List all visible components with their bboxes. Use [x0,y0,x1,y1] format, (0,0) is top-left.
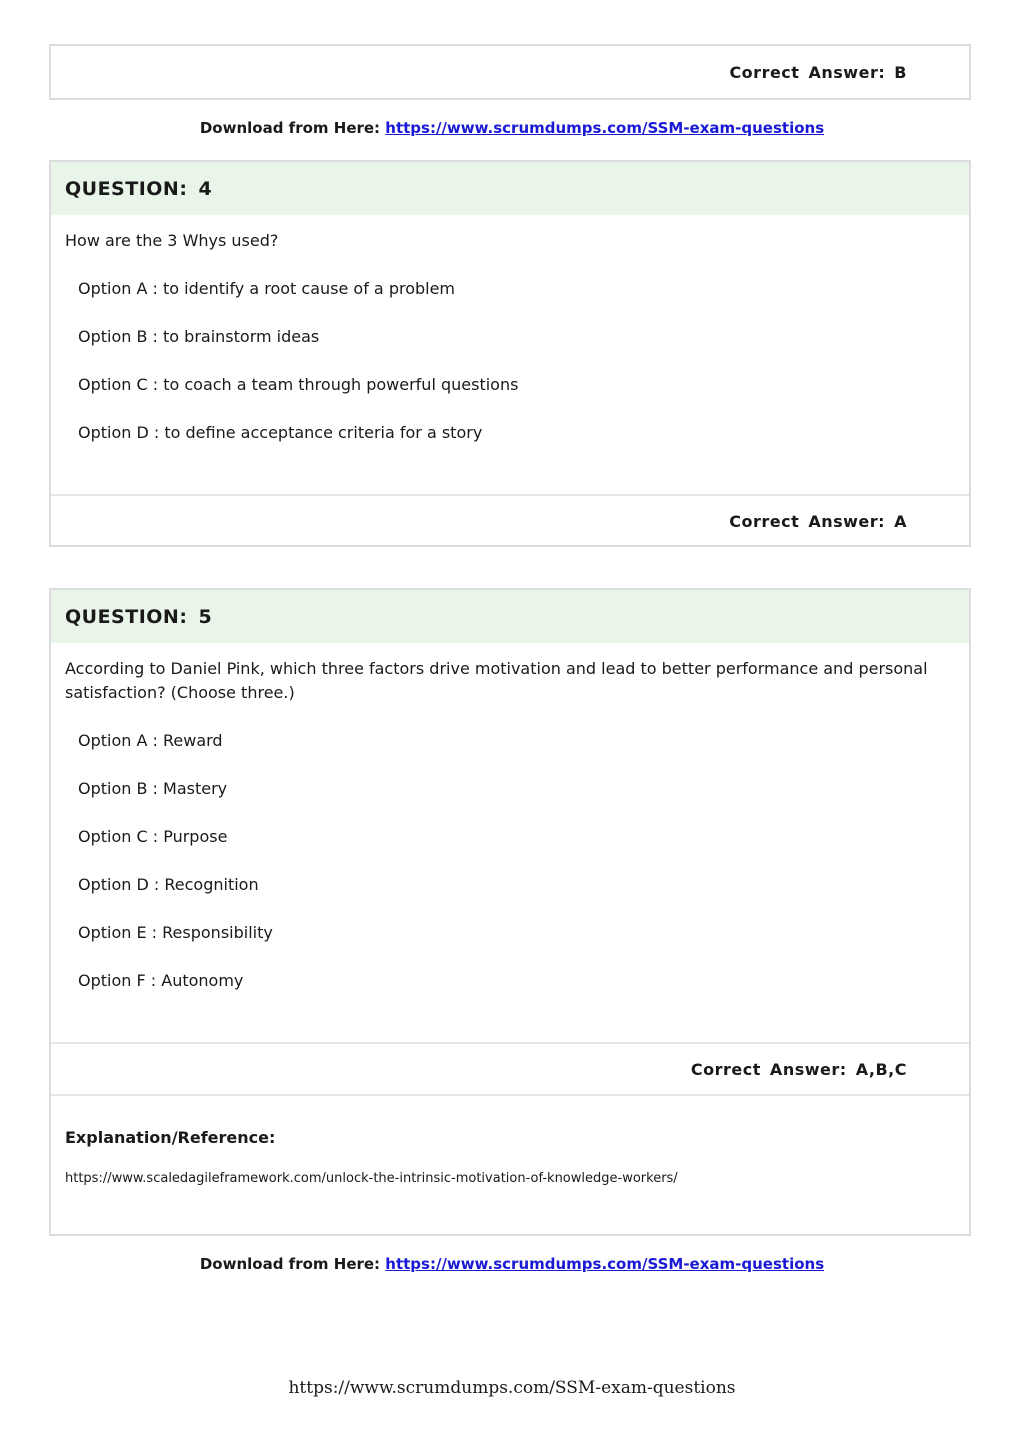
download-line [0,1255,1024,1273]
question-header: QUESTION: 4 [51,162,969,215]
download-label: Download from Here: [199,1255,386,1273]
option-a: Option A : to identify a root cause of a problem [78,279,456,298]
explanation-title: Explanation/Reference: [65,1128,276,1147]
correct-answer: Correct Answer: B [729,62,907,82]
page-footer-url: https://www.scrumdumps.com/SSM-exam-questions [288,1378,736,1398]
download-line [0,119,1024,137]
download-link[interactable]: https://www.scrumdumps.com/SSM-exam-questions [385,1255,825,1273]
question-header: QUESTION: 5 [51,590,969,643]
download-label: Download from Here: [199,119,386,137]
prev-question-answer-box [49,44,971,100]
option-f: Option F : Autonomy [78,971,244,990]
option-d: Option D : to define acceptance criteria for a story [78,423,483,442]
option-c: Option C : Purpose [78,827,228,846]
option-b: Option B : Mastery [78,779,228,798]
option-a: Option A : Reward [78,731,223,750]
correct-answer: Correct Answer: A,B,C [690,1059,907,1079]
explanation-reference: https://www.scaledagileframework.com/unlock-the-intrinsic-motivation-of-knowledge-workers/ [65,1171,678,1186]
option-c: Option C : to coach a team through powerful questions [78,375,519,394]
option-d: Option D : Recognition [78,875,259,894]
question-text: How are the 3 Whys used? [65,231,279,250]
option-b: Option B : to brainstorm ideas [78,327,320,346]
options-list [51,277,969,445]
correct-answer: Correct Answer: A [729,511,907,531]
question-card-5 [49,588,971,1236]
question-text: According to Daniel Pink, which three factors drive motivation and lead to better performance and personal satisfaction? (Choose three.) [65,659,928,702]
question-card-4 [49,160,971,547]
download-link[interactable]: https://www.scrumdumps.com/SSM-exam-questions [385,119,825,137]
options-list [51,729,969,993]
option-e: Option E : Responsibility [78,923,273,942]
